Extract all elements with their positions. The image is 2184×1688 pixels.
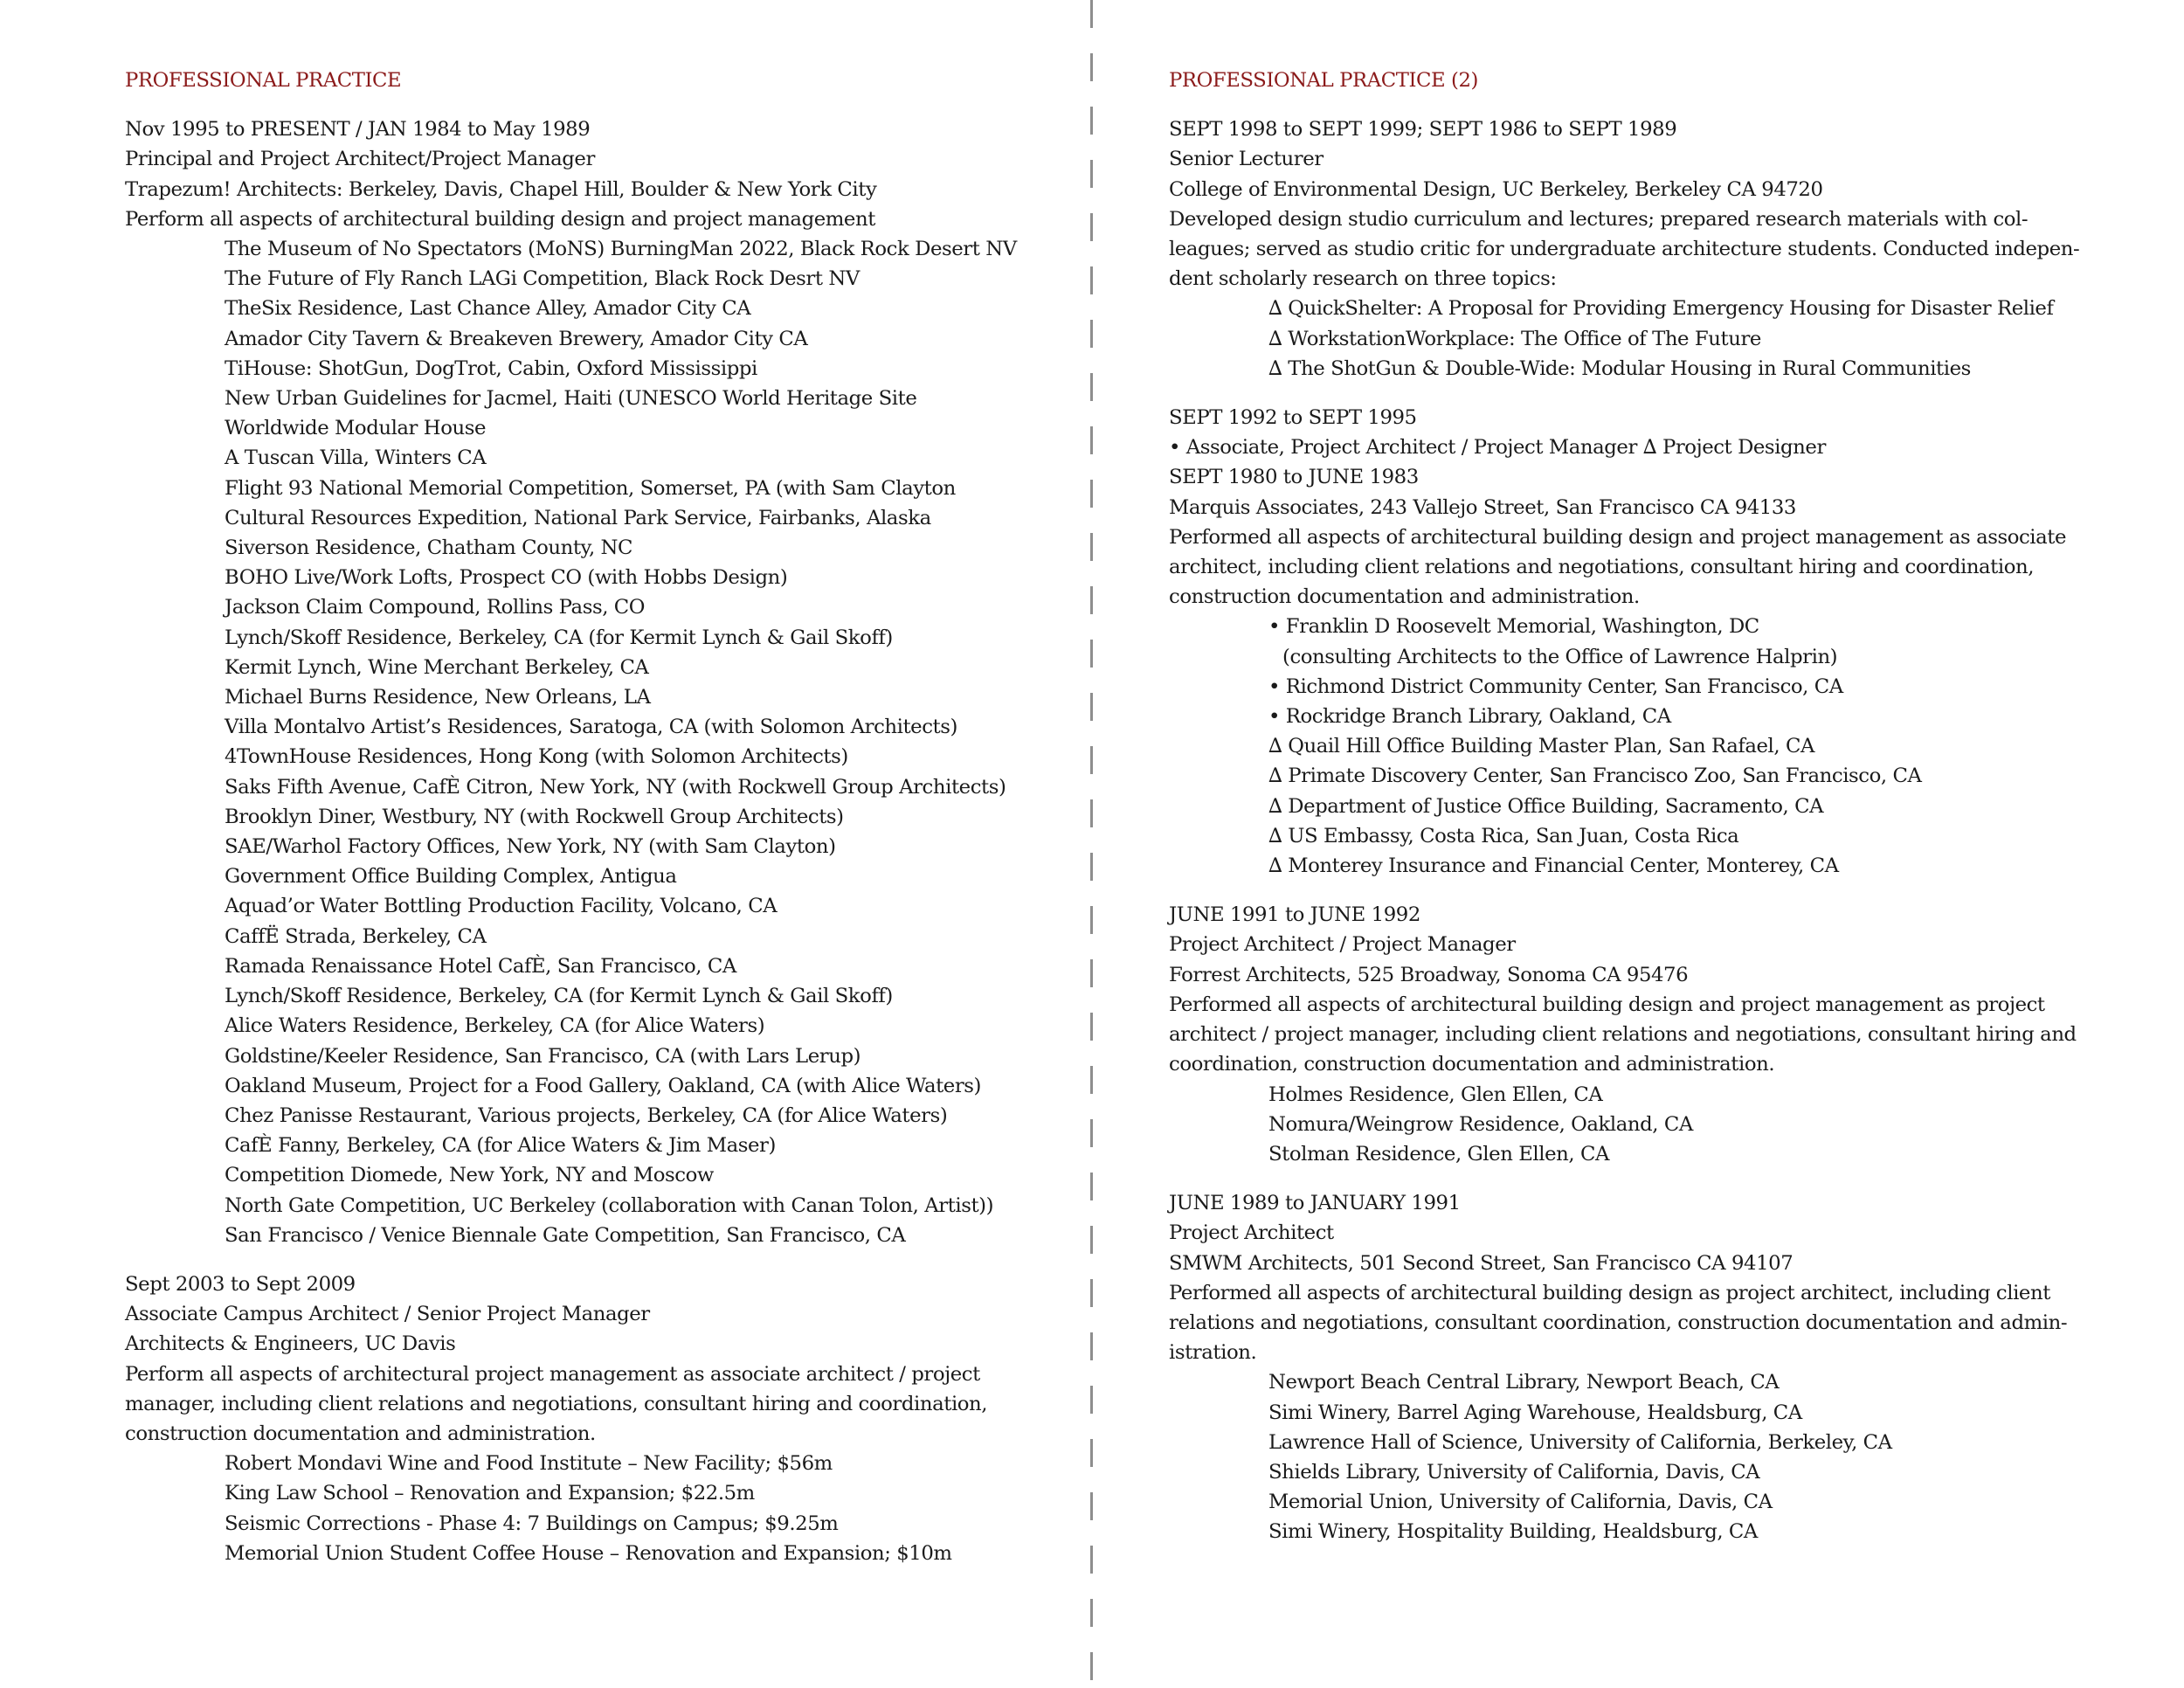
project-list-item: Michael Burns Residence, New Orleans, LA: [225, 686, 651, 709]
entry-text-line: construction documentation and administration.: [125, 1422, 596, 1445]
entry-text-line: Performed all aspects of architectural building design as project architect, including client: [1169, 1281, 2050, 1304]
entry-text-line: Trapezum! Architects: Berkeley, Davis, Chapel Hill, Boulder & New York City: [125, 177, 877, 201]
project-list-item: Seismic Corrections - Phase 4: 7 Buildings on Campus; $9.25m: [225, 1512, 839, 1535]
project-list-item: Competition Diomede, New York, NY and Moscow: [225, 1164, 714, 1187]
project-list-item: Simi Winery, Barrel Aging Warehouse, Healdsburg, CA: [1268, 1401, 1802, 1424]
project-list-item: ∆ The ShotGun & Double-Wide: Modular Housing in Rural Communities: [1268, 356, 1971, 380]
entry-text-line: architect, including client relations and negotiations, consultant hiring and coordination,: [1169, 556, 2035, 579]
project-list-item: Villa Montalvo Artist’s Residences, Saratoga, CA (with Solomon Architects): [225, 716, 957, 739]
project-list-item: Ramada Renaissance Hotel CafÈ, San Francisco, CA: [225, 954, 736, 978]
project-list-item: ∆ Primate Discovery Center, San Francisco Zoo, San Francisco, CA: [1268, 764, 1922, 788]
entry-text-line: Perform all aspects of architectural building design and project management: [125, 207, 875, 231]
project-list-item: Government Office Building Complex, Antigua: [225, 865, 677, 889]
entry-text-line: College of Environmental Design, UC Berkeley, Berkeley CA 94720: [1169, 177, 1823, 201]
project-list-item: • Richmond District Community Center, San Francisco, CA: [1268, 675, 1843, 698]
project-list-item: Holmes Residence, Glen Ellen, CA: [1268, 1083, 1603, 1106]
entry-text-line: architect / project manager, including client relations and negotiations, consultant hiring and: [1169, 1023, 2077, 1047]
project-list-item: TheSix Residence, Last Chance Alley, Amador City CA: [225, 297, 751, 321]
experience-entry: [1169, 1188, 2156, 1546]
entry-dates: Nov 1995 to PRESENT / JAN 1984 to May 1989: [125, 118, 591, 142]
project-list-item: A Tuscan Villa, Winters CA: [225, 446, 487, 470]
project-list-item: ∆ QuickShelter: A Proposal for Providing Emergency Housing for Disaster Relief: [1268, 297, 2054, 321]
project-list-item: Lynch/Skoff Residence, Berkeley, CA (for Kermit Lynch & Gail Skoff): [225, 985, 893, 1008]
project-list-item: ∆ WorkstationWorkplace: The Office of The Future: [1268, 327, 1761, 350]
entry-dates: JUNE 1989 to JANUARY 1991: [1169, 1192, 1461, 1215]
entry-dates: SEPT 1992 to SEPT 1995: [1169, 406, 1417, 430]
project-list-item: ∆ US Embassy, Costa Rica, San Juan, Costa Rica: [1268, 824, 1739, 847]
project-list-item: Nomura/Weingrow Residence, Oakland, CA: [1268, 1112, 1693, 1136]
project-list-item: Worldwide Modular House: [225, 417, 487, 440]
project-list-item: Memorial Union, University of California, Davis, CA: [1268, 1491, 1773, 1514]
project-list-item: Siverson Residence, Chatham County, NC: [225, 536, 633, 560]
section-heading: PROFESSIONAL PRACTICE: [125, 69, 402, 92]
experience-entry: [125, 114, 1112, 1250]
project-list-item: • Franklin D Roosevelt Memorial, Washington, DC: [1268, 615, 1759, 639]
project-list-item: The Future of Fly Ranch LAGi Competition, Black Rock Desrt NV: [225, 267, 860, 291]
entry-text-line: manager, including client relations and negotiations, consultant hiring and coordination,: [125, 1392, 988, 1415]
entry-text-line: • Associate, Project Architect / Project Manager ∆ Project Designer: [1169, 436, 1826, 460]
right-column: [1169, 66, 2156, 1567]
experience-entry: [1169, 114, 2156, 384]
project-list-item: Flight 93 National Memorial Competition, Somerset, PA (with Sam Clayton: [225, 476, 956, 500]
entry-text-line: Perform all aspects of architectural project management as associate architect / project: [125, 1362, 980, 1386]
right-page: [1092, 0, 2184, 1688]
project-list-item: Jackson Claim Compound, Rollins Pass, CO: [225, 596, 646, 619]
entry-dates: JUNE 1991 to JUNE 1992: [1169, 903, 1420, 927]
entry-text-line: Senior Lecturer: [1169, 148, 1324, 171]
project-list-item: (consulting Architects to the Office of Lawrence Halprin): [1282, 645, 1838, 668]
entry-text-line: Forrest Architects, 525 Broadway, Sonoma CA 95476: [1169, 963, 1689, 986]
entry-text-line: relations and negotiations, consultant coordination, construction documentation and admin-: [1169, 1311, 2068, 1334]
project-list-item: Robert Mondavi Wine and Food Institute – New Facility; $56m: [225, 1452, 833, 1476]
experience-entry: [125, 1269, 1112, 1568]
experience-entry: [1169, 900, 2156, 1169]
left-column: [125, 66, 1112, 1588]
project-list-item: Cultural Resources Expedition, National Park Service, Fairbanks, Alaska: [225, 506, 931, 529]
project-list-item: King Law School – Renovation and Expansion; $22.5m: [225, 1482, 755, 1505]
project-list-item: ∆ Department of Justice Office Building, Sacramento, CA: [1268, 794, 1824, 818]
entry-dates: Sept 2003 to Sept 2009: [125, 1272, 356, 1296]
entry-text-line: leagues; served as studio critic for undergraduate architecture students. Conducted indepen-: [1169, 238, 2080, 261]
project-list-item: Saks Fifth Avenue, CafÈ Citron, New York, NY (with Rockwell Group Architects): [225, 775, 1006, 799]
project-list-item: North Gate Competition, UC Berkeley (collaboration with Canan Tolon, Artist)): [225, 1193, 994, 1217]
entry-text-line: coordination, construction documentation and administration.: [1169, 1053, 1775, 1076]
project-list-item: ∆ Quail Hill Office Building Master Plan, San Rafael, CA: [1268, 735, 1814, 758]
project-list-item: San Francisco / Venice Biennale Gate Competition, San Francisco, CA: [225, 1223, 906, 1247]
project-list-item: • Rockridge Branch Library, Oakland, CA: [1268, 705, 1671, 729]
entry-text-line: Principal and Project Architect/Project Manager: [125, 148, 595, 171]
project-list-item: Brooklyn Diner, Westbury, NY (with Rockwell Group Architects): [225, 805, 844, 828]
project-list-item: Newport Beach Central Library, Newport Beach, CA: [1268, 1371, 1780, 1394]
project-list-item: SAE/Warhol Factory Offices, New York, NY (with Sam Clayton): [225, 835, 836, 859]
project-list-item: TiHouse: ShotGun, DogTrot, Cabin, Oxford Mississippi: [225, 356, 757, 380]
entry-text-line: dent scholarly research on three topics:: [1169, 267, 1557, 291]
entry-text-line: SEPT 1980 to JUNE 1983: [1169, 466, 1419, 489]
project-list-item: The Museum of No Spectators (MoNS) BurningMan 2022, Black Rock Desert NV: [225, 238, 1017, 261]
entry-text-line: Associate Campus Architect / Senior Project Manager: [125, 1303, 650, 1326]
entry-text-line: Marquis Associates, 243 Vallejo Street, San Francisco CA 94133: [1169, 495, 1796, 519]
entry-text-line: Performed all aspects of architectural building design and project management as associate: [1169, 525, 2067, 549]
project-list-item: Kermit Lynch, Wine Merchant Berkeley, CA: [225, 655, 649, 679]
project-list-item: CafÈ Fanny, Berkeley, CA (for Alice Waters & Jim Maser): [225, 1134, 776, 1158]
project-list-item: Aquad’or Water Bottling Production Facility, Volcano, CA: [225, 895, 778, 918]
project-list-item: Goldstine/Keeler Residence, San Francisco, CA (with Lars Lerup): [225, 1044, 861, 1068]
project-list-item: BOHO Live/Work Lofts, Prospect CO (with Hobbs Design): [225, 566, 788, 590]
project-list-item: Simi Winery, Hospitality Building, Healdsburg, CA: [1268, 1520, 1758, 1544]
entry-text-line: istration.: [1169, 1341, 1257, 1365]
project-list-item: ∆ Monterey Insurance and Financial Center, Monterey, CA: [1268, 854, 1839, 878]
entry-text-line: Architects & Engineers, UC Davis: [125, 1332, 456, 1356]
project-list-item: Amador City Tavern & Breakeven Brewery, Amador City CA: [225, 327, 808, 350]
entry-dates: SEPT 1998 to SEPT 1999; SEPT 1986 to SEPT 1989: [1169, 118, 1677, 142]
project-list-item: New Urban Guidelines for Jacmel, Haiti (UNESCO World Heritage Site: [225, 387, 917, 411]
project-list-item: Chez Panisse Restaurant, Various projects, Berkeley, CA (for Alice Waters): [225, 1103, 948, 1127]
entry-text-line: Performed all aspects of architectural building design and project management as project: [1169, 993, 2045, 1016]
entry-text-line: Project Architect: [1169, 1221, 1334, 1245]
project-list-item: Shields Library, University of California, Davis, CA: [1268, 1460, 1760, 1484]
entry-text-line: Project Architect / Project Manager: [1169, 933, 1516, 957]
project-list-item: Memorial Union Student Coffee House – Renovation and Expansion; $10m: [225, 1541, 952, 1565]
section-heading: PROFESSIONAL PRACTICE (2): [1169, 69, 1478, 92]
project-list-item: Oakland Museum, Project for a Food Gallery, Oakland, CA (with Alice Waters): [225, 1074, 981, 1097]
entry-text-line: SMWM Architects, 501 Second Street, San Francisco CA 94107: [1169, 1251, 1794, 1275]
project-list-item: Alice Waters Residence, Berkeley, CA (for Alice Waters): [225, 1014, 765, 1038]
project-list-item: Lynch/Skoff Residence, Berkeley, CA (for Kermit Lynch & Gail Skoff): [225, 626, 893, 649]
project-list-item: 4TownHouse Residences, Hong Kong (with Solomon Architects): [225, 745, 848, 769]
entry-text-line: Developed design studio curriculum and lectures; prepared research materials with col-: [1169, 207, 2028, 231]
project-list-item: Lawrence Hall of Science, University of California, Berkeley, CA: [1268, 1430, 1892, 1454]
project-list-item: CaffË Strada, Berkeley, CA: [225, 924, 487, 948]
experience-entry: [1169, 403, 2156, 881]
entry-text-line: construction documentation and administration.: [1169, 585, 1640, 609]
project-list-item: Stolman Residence, Glen Ellen, CA: [1268, 1142, 1609, 1166]
